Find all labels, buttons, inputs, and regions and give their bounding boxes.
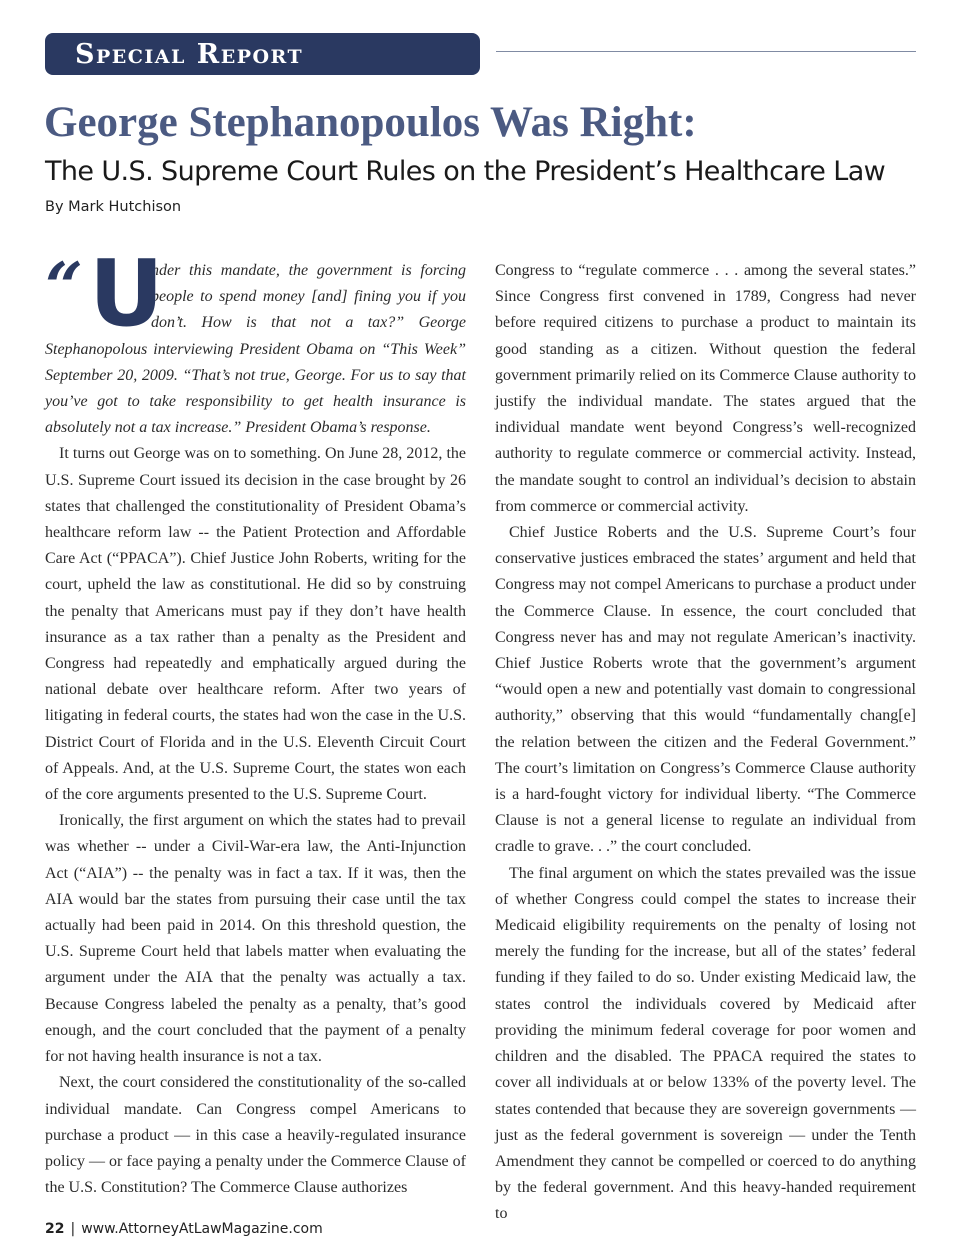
footer-separator: | [70,1221,76,1237]
section-label: Special Report [75,39,304,70]
article-paragraph: It turns out George was on to something. On June 28, 2012, the U.S. Supreme Court issued its decision in the case brought by 26 states that challenged the constitutionality of President Obama’s healthcare reform law -- the Patient Protection and Affordable Care Act (“PPACA”). Chief Justice John Roberts, writing for the court, upheld the law as constitutional. He did so by construing the penalty that Americans must pay if they don’t have health insurance as a tax rather than a penalty as the President and Congress had repeatedly and emphatically argued during the national debate over healthcare reform. After two years of litigating in federal courts, the states had won the case in the U.S. District Court of Florida and in the U.S. Eleventh Circuit Court of Appeals. And, at the U.S. Supreme Court, the states won each of the core arguments presented to the U.S. Supreme Court. [45,445,466,804]
article-paragraph: Ironically, the first argument on which the states had to prevail was whether -- under a Civil-War-era law, the Anti-Injunction Act (“AIA”) -- the penalty was in fact a tax. If it was, then the AIA would bar the states from pursuing their case until the tax actually had been paid in 2014. On this threshold question, the U.S. Supreme Court held that labels matter when evaluating the argument under the AIA that the penalty was actually a tax. Because Congress labeled the penalty as a penalty, that’s good enough, and the court concluded that the payment of a penalty for not having health insurance is not a tax. [45,812,466,1066]
dropcap [45,240,164,347]
dropcap-quote-mark: “ [45,248,83,326]
page-footer [45,1219,323,1239]
article-column-right [495,258,916,1228]
article-subtitle: The U.S. Supreme Court Rules on the President’s Healthcare Law [45,156,886,187]
section-banner [45,33,480,75]
page-number: 22 [45,1221,65,1237]
article-paragraph: Next, the court considered the constitutionality of the so-called individual mandate. Can Congress compel Americans to purchase a product — in this case a heavily-regulated insurance policy — or face paying a penalty under the Commerce Clause of the U.S. Constitution? The Commerce Clause authorizes [45,1074,466,1197]
article-title: George Stephanopoulos Was Right: [44,99,697,146]
article-paragraph: Congress to “regulate commerce . . . among the several states.” Since Congress first convened in 1789, Congress had never before required citizens to purchase a product to maintain its good standing as a citizen. Without question the federal government primarily relied on its Commerce Clause authority to justify the individual mandate. The states argued that the individual mandate went beyond Congress’s well-recognized authority to regulate commerce or commercial activity. Instead, the mandate sought to control an individual’s decision to abstain from commerce or commercial activity. [495,262,916,515]
lead-quote-paragraph: nder this mandate, the government is forcing people to spend money [and] fining you if you don’t. How is that not a tax?” George Stephanopolous interviewing President Obama on “This Week” September 20, 2009. “That’s not true, George. For us to say that you’ve got to take responsibility to get health insurance is absolutely not a tax increase.” President Obama’s response. [45,262,466,437]
article-paragraph: Chief Justice Roberts and the U.S. Supreme Court’s four conservative justices embraced the states’ argument and held that Congress may not compel Americans to purchase a product under the Commerce Clause. In essence, the court concluded that Congress never has and may not regulate American’s inactivity. Chief Justice Roberts wrote that the government’s argument “would open a new and potentially vast domain to congressional authority,” observing that this would “fundamentally chang[e] the relation between the citizen and the Federal Government.” The court’s limitation on Congress’s Commerce Clause authority is a hard-fought victory for individual liberty. “The Commerce Clause is not a general license to regulate an individual from cradle to grave. . .” the court concluded. [495,524,916,856]
article-byline: By Mark Hutchison [45,199,182,215]
dropcap-letter: U [89,240,164,347]
article-column-left [45,240,466,1201]
header-divider [496,51,916,52]
footer-website-link[interactable]: www.AttorneyAtLawMagazine.com [81,1221,323,1237]
article-paragraph: The final argument on which the states prevailed was the issue of whether Congress could compel the states to increase their Medicaid eligibility requirements on the penalty of losing not merely the funding for the increase, but all of the states’ federal funding if they failed to do so. Under existing Medicaid law, the states control the individuals covered by Medicaid after providing the minimum federal coverage for poor women and children and the disabled. The PPACA required the states to cover all individuals at or below 133% of the poverty level. The states contended that because they are sovereign governments — just as the federal government is sovereign — under the Tenth Amendment they cannot be compelled or coerced to do anything by the federal government. And this heavy-handed requirement to [495,864,916,1223]
